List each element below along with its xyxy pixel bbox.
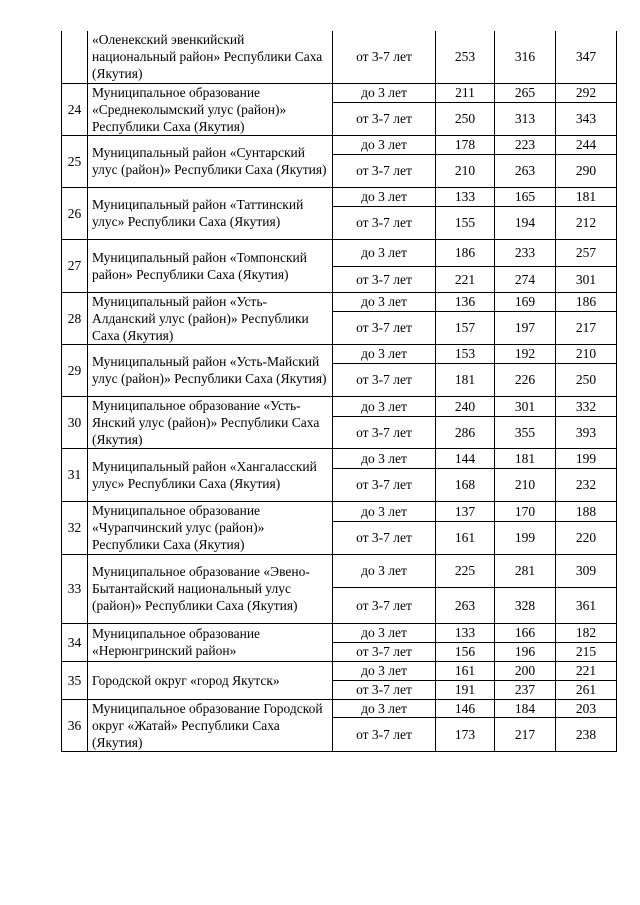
municipality-name: Муниципальный район «Томпонский район» Республики Саха (Якутия) [88, 239, 333, 292]
value-cell-3: 393 [556, 416, 617, 448]
age-group: от 3-7 лет [333, 642, 436, 661]
municipality-name: Муниципальное образование «Эвено-Бытантайский национальный улус (район)» Республики Саха (Якутия) [88, 554, 333, 623]
age-group: до 3 лет [333, 239, 436, 266]
value-cell-1: 156 [436, 642, 495, 661]
value-cell-2: 233 [495, 239, 556, 266]
value-cell-3: 309 [556, 554, 617, 587]
age-group: до 3 лет [333, 554, 436, 587]
table-row [62, 135, 617, 154]
municipality-name: Муниципальный район «Сунтарский улус (район)» Республики Саха (Якутия) [88, 135, 333, 187]
municipality-name: Муниципальный район «Усть-Майский улус (район)» Республики Саха (Якутия) [88, 344, 333, 396]
age-group: от 3-7 лет [333, 416, 436, 448]
row-number: 36 [62, 699, 88, 751]
row-number: 35 [62, 661, 88, 699]
row-number: 28 [62, 292, 88, 344]
age-group: от 3-7 лет [333, 154, 436, 187]
row-number: 33 [62, 554, 88, 623]
table-row [62, 344, 617, 363]
value-cell-3: 257 [556, 239, 617, 266]
value-cell-2: 166 [495, 623, 556, 642]
municipality-name: Муниципальный район «Усть-Алданский улус (район)» Республики Саха (Якутия) [88, 292, 333, 344]
row-number: 29 [62, 344, 88, 396]
value-cell-3: 181 [556, 187, 617, 206]
value-cell-1: 173 [436, 717, 495, 751]
value-cell-2: 265 [495, 83, 556, 102]
value-cell-1: 157 [436, 311, 495, 344]
value-cell-3: 238 [556, 717, 617, 751]
age-group: от 3-7 лет [333, 521, 436, 554]
age-group: до 3 лет [333, 344, 436, 363]
value-cell-3: 186 [556, 292, 617, 311]
value-cell-1: 144 [436, 448, 495, 468]
row-number [62, 31, 88, 83]
age-group: до 3 лет [333, 292, 436, 311]
municipality-name: Муниципальное образование «Нерюнгринский район» [88, 623, 333, 661]
tariff-table [61, 31, 617, 752]
value-cell-3: 217 [556, 311, 617, 344]
value-cell-2: 263 [495, 154, 556, 187]
value-cell-2: 200 [495, 661, 556, 680]
value-cell-1: 137 [436, 501, 495, 521]
value-cell-2: 196 [495, 642, 556, 661]
value-cell-1: 133 [436, 623, 495, 642]
age-group: от 3-7 лет [333, 468, 436, 501]
value-cell-1: 161 [436, 521, 495, 554]
value-cell-3: 261 [556, 680, 617, 699]
value-cell-3: 210 [556, 344, 617, 363]
municipality-name: Муниципальный район «Таттинский улус» Республики Саха (Якутия) [88, 187, 333, 239]
value-cell-2: 217 [495, 717, 556, 751]
municipality-name: Муниципальное образование «Чурапчинский улус (район)» Республики Саха (Якутия) [88, 501, 333, 554]
value-cell-3: 221 [556, 661, 617, 680]
value-cell-2: 316 [495, 31, 556, 83]
value-cell-2: 184 [495, 699, 556, 717]
table-row [62, 661, 617, 680]
value-cell-2: 274 [495, 266, 556, 292]
value-cell-1: 263 [436, 587, 495, 623]
municipality-name: Муниципальное образование Городской округ «Жатай» Республики Саха (Якутия) [88, 699, 333, 751]
value-cell-3: 232 [556, 468, 617, 501]
age-group: до 3 лет [333, 448, 436, 468]
value-cell-1: 240 [436, 396, 495, 416]
value-cell-3: 292 [556, 83, 617, 102]
value-cell-2: 223 [495, 135, 556, 154]
row-number: 27 [62, 239, 88, 292]
value-cell-3: 301 [556, 266, 617, 292]
age-group: до 3 лет [333, 623, 436, 642]
table-row [62, 292, 617, 311]
age-group: до 3 лет [333, 501, 436, 521]
value-cell-1: 225 [436, 554, 495, 587]
row-number: 31 [62, 448, 88, 501]
age-group: от 3-7 лет [333, 266, 436, 292]
value-cell-3: 188 [556, 501, 617, 521]
age-group: от 3-7 лет [333, 206, 436, 239]
municipality-name: Муниципальный район «Хангаласский улус» Республики Саха (Якутия) [88, 448, 333, 501]
value-cell-2: 226 [495, 363, 556, 396]
value-cell-1: 155 [436, 206, 495, 239]
value-cell-3: 343 [556, 102, 617, 135]
row-number: 32 [62, 501, 88, 554]
value-cell-1: 178 [436, 135, 495, 154]
value-cell-3: 220 [556, 521, 617, 554]
value-cell-3: 290 [556, 154, 617, 187]
table-row [62, 623, 617, 642]
table-row [62, 448, 617, 468]
value-cell-3: 347 [556, 31, 617, 83]
value-cell-1: 153 [436, 344, 495, 363]
value-cell-1: 191 [436, 680, 495, 699]
age-group: от 3-7 лет [333, 363, 436, 396]
value-cell-1: 221 [436, 266, 495, 292]
value-cell-2: 165 [495, 187, 556, 206]
municipality-name: Муниципальное образование «Среднеколымский улус (район)» Республики Саха (Якутия) [88, 83, 333, 135]
value-cell-3: 244 [556, 135, 617, 154]
row-number: 25 [62, 135, 88, 187]
age-group: от 3-7 лет [333, 311, 436, 344]
value-cell-2: 199 [495, 521, 556, 554]
age-group: до 3 лет [333, 187, 436, 206]
value-cell-3: 182 [556, 623, 617, 642]
value-cell-3: 215 [556, 642, 617, 661]
value-cell-1: 250 [436, 102, 495, 135]
age-group: от 3-7 лет [333, 717, 436, 751]
row-number: 26 [62, 187, 88, 239]
age-group: до 3 лет [333, 135, 436, 154]
value-cell-2: 281 [495, 554, 556, 587]
table-row [62, 396, 617, 416]
value-cell-3: 361 [556, 587, 617, 623]
value-cell-2: 210 [495, 468, 556, 501]
value-cell-2: 194 [495, 206, 556, 239]
value-cell-2: 313 [495, 102, 556, 135]
value-cell-3: 332 [556, 396, 617, 416]
value-cell-2: 192 [495, 344, 556, 363]
age-group: от 3-7 лет [333, 680, 436, 699]
value-cell-2: 301 [495, 396, 556, 416]
table-row [62, 31, 617, 83]
row-number: 30 [62, 396, 88, 448]
value-cell-2: 181 [495, 448, 556, 468]
age-group: до 3 лет [333, 661, 436, 680]
table-body [62, 31, 617, 751]
municipality-name: Муниципальное образование «Усть-Янский улус (район)» Республики Саха (Якутия) [88, 396, 333, 448]
age-group: от 3-7 лет [333, 587, 436, 623]
value-cell-3: 212 [556, 206, 617, 239]
table-row [62, 83, 617, 102]
table-row [62, 699, 617, 717]
value-cell-3: 250 [556, 363, 617, 396]
table-row [62, 501, 617, 521]
value-cell-1: 146 [436, 699, 495, 717]
value-cell-3: 199 [556, 448, 617, 468]
row-number: 24 [62, 83, 88, 135]
value-cell-1: 211 [436, 83, 495, 102]
value-cell-1: 210 [436, 154, 495, 187]
value-cell-1: 133 [436, 187, 495, 206]
table-row [62, 239, 617, 266]
value-cell-1: 168 [436, 468, 495, 501]
value-cell-1: 181 [436, 363, 495, 396]
age-group: до 3 лет [333, 699, 436, 717]
value-cell-2: 170 [495, 501, 556, 521]
value-cell-1: 186 [436, 239, 495, 266]
value-cell-2: 237 [495, 680, 556, 699]
value-cell-1: 161 [436, 661, 495, 680]
row-number: 34 [62, 623, 88, 661]
age-group: от 3-7 лет [333, 31, 436, 83]
value-cell-2: 355 [495, 416, 556, 448]
table-row [62, 187, 617, 206]
age-group: от 3-7 лет [333, 102, 436, 135]
value-cell-1: 253 [436, 31, 495, 83]
age-group: до 3 лет [333, 83, 436, 102]
value-cell-2: 169 [495, 292, 556, 311]
age-group: до 3 лет [333, 396, 436, 416]
value-cell-2: 197 [495, 311, 556, 344]
municipality-name: Городской округ «город Якутск» [88, 661, 333, 699]
table-row [62, 554, 617, 587]
value-cell-1: 286 [436, 416, 495, 448]
municipality-name: «Оленекский эвенкийский национальный район» Республики Саха (Якутия) [88, 31, 333, 83]
value-cell-3: 203 [556, 699, 617, 717]
value-cell-1: 136 [436, 292, 495, 311]
value-cell-2: 328 [495, 587, 556, 623]
